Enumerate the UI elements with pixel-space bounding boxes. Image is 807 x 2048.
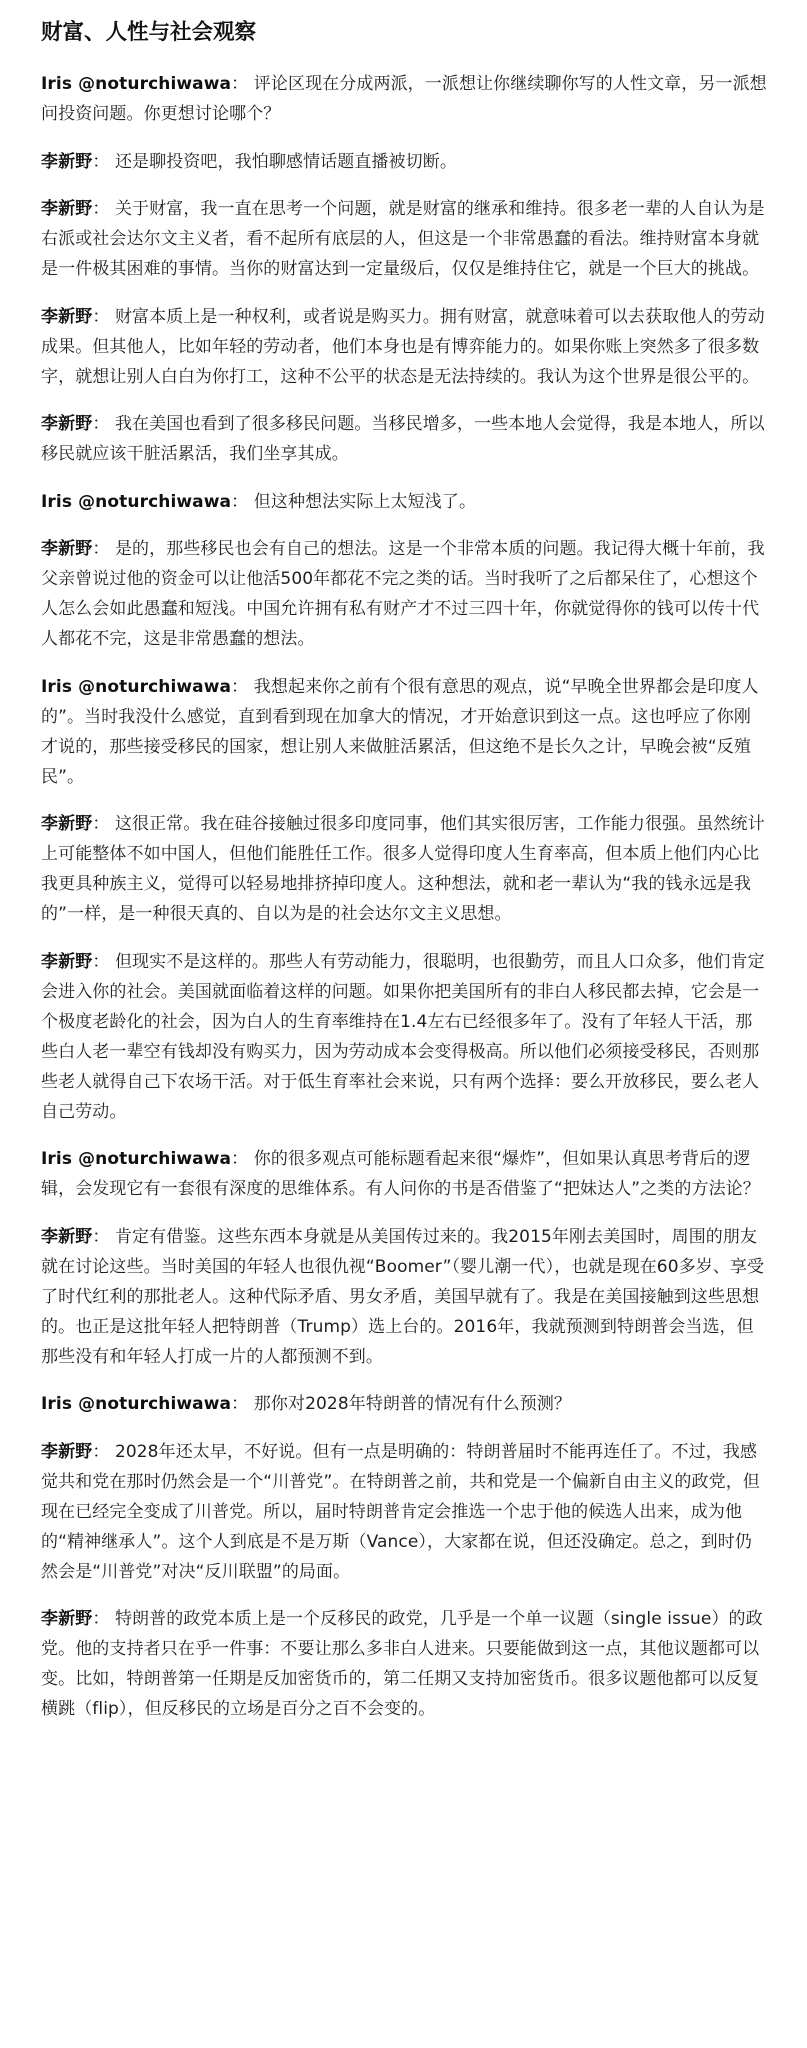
paragraph-text: 肯定有借鉴。这些东西本身就是从美国传过来的。我2015年刚去美国时，周围的朋友就在讨论这些。当时美国的年轻人也很仇视“Boomer”（婴儿潮一代），也就是现在60多岁、享受了时代红利的那批老人。这种代际矛盾、男女矛盾，美国早就有了。我是在美国接触到这些思想的。也正是这批年轻人把特朗普（Trump）选上台的。2016年，我就预测到特朗普会当选，但那些没有和年轻人打成一片的人都预测不到。 <box>41 1226 765 1367</box>
paragraph-text: 评论区现在分成两派，一派想让你继续聊你写的人性文章，另一派想问投资问题。你更想讨论哪个？ <box>41 74 767 125</box>
transcript-paragraph <box>41 947 767 1127</box>
speaker-name: 李新野 <box>41 199 93 220</box>
paragraph-text: 我在美国也看到了很多移民问题。当移民增多，一些本地人会觉得，我是本地人，所以移民就应该干脏活累活，我们坐享其成。 <box>41 414 765 465</box>
speaker-separator: ： <box>92 199 110 220</box>
speaker-separator: ： <box>92 951 110 972</box>
speaker-separator: ： <box>92 1226 110 1247</box>
speaker-name: 李新野 <box>41 306 93 327</box>
speaker-separator: ： <box>231 74 249 95</box>
speaker-separator: ： <box>231 1149 249 1170</box>
paragraph-text: 但现实不是这样的。那些人有劳动能力，很聪明，也很勤劳，而且人口众多，他们肯定会进入你的社会。美国就面临着这样的问题。如果你把美国所有的非白人移民都去掉，它会是一个极度老龄化的社会，因为白人的生育率维持在1.4左右已经很多年了。没有了年轻人干活，那些白人老一辈空有钱却没有购买力，因为劳动成本会变得极高。所以他们必须接受移民，否则那些老人就得自己下农场干活。对于低生育率社会来说，只有两个选择：要么开放移民，要么老人自己劳动。 <box>41 951 765 1122</box>
paragraph-text: 那你对2028年特朗普的情况有什么预测？ <box>253 1394 572 1415</box>
paragraph-text: 你的很多观点可能标题看起来很“爆炸”，但如果认真思考背后的逻辑，会发现它有一套很有深度的思维体系。有人问你的书是否借鉴了“把妹达人”之类的方法论？ <box>41 1149 760 1200</box>
paragraph-text: 我想起来你之前有个很有意思的观点，说“早晚全世界都会是印度人的”。当时我没什么感觉，直到看到现在加拿大的情况，才开始意识到这一点。这也呼应了你刚才说的，那些接受移民的国家，想让别人来做脏活累活，但这绝不是长久之计，早晚会被“反殖民”。 <box>41 676 759 787</box>
speaker-name: Iris @noturchiwawa <box>41 1149 232 1170</box>
speaker-name: 李新野 <box>41 951 93 972</box>
paragraph-text: 2028年还太早，不好说。但有一点是明确的：特朗普届时不能再连任了。不过，我感觉共和党在那时仍然会是一个“川普党”。在特朗普之前，共和党是一个偏新自由主义的政党，但现在已经完全变成了川普党。所以，届时特朗普肯定会推选一个忠于他的候选人出来，成为他的“精神继承人”。这个人到底是不是万斯（Vance），大家都在说，但还没确定。总之，到时仍然会是“川普党”对决“反川联盟”的局面。 <box>41 1441 760 1582</box>
speaker-separator: ： <box>231 676 249 697</box>
paragraph-text: 关于财富，我一直在思考一个问题，就是财富的继承和维持。很多老一辈的人自认为是右派或社会达尔文主义者，看不起所有底层的人，但这是一个非常愚蠢的看法。维持财富本身就是一件极其困难的事情。当你的财富达到一定量级后，仅仅是维持住它，就是一个巨大的挑战。 <box>41 199 765 280</box>
transcript-paragraph <box>41 1144 767 1204</box>
speaker-name: Iris @noturchiwawa <box>41 74 232 95</box>
speaker-name: 李新野 <box>41 151 93 172</box>
transcript-paragraph <box>41 672 767 792</box>
transcript-paragraph <box>41 487 767 517</box>
speaker-separator: ： <box>231 491 249 512</box>
paragraph-text: 是的，那些移民也会有自己的想法。这是一个非常本质的问题。我记得大概十年前，我父亲曾说过他的资金可以让他活500年都花不完之类的话。当时我听了之后都呆住了，心想这个人怎么会如此愚蠢和短浅。中国允许拥有私有财产才不过三四十年，你就觉得你的钱可以传十代人都花不完，这是非常愚蠢的想法。 <box>41 539 765 650</box>
speaker-separator: ： <box>231 1394 249 1415</box>
speaker-name: 李新野 <box>41 539 93 560</box>
transcript-paragraph <box>41 1389 767 1419</box>
transcript-paragraph <box>41 302 767 392</box>
speaker-separator: ： <box>92 1441 110 1462</box>
transcript-paragraph <box>41 1604 767 1724</box>
speaker-separator: ： <box>92 1609 110 1630</box>
transcript-paragraph <box>41 194 767 284</box>
transcript-paragraph <box>41 409 767 469</box>
speaker-name: Iris @noturchiwawa <box>41 1394 232 1415</box>
paragraph-text: 这很正常。我在硅谷接触过很多印度同事，他们其实很厉害，工作能力很强。虽然统计上可能整体不如中国人，但他们能胜任工作。很多人觉得印度人生育率高，但本质上他们内心比我更具种族主义，觉得可以轻易地排挤掉印度人。这种想法，就和老一辈认为“我的钱永远是我的”一样，是一种很天真的、自以为是的社会达尔文主义思想。 <box>41 814 765 925</box>
speaker-separator: ： <box>92 306 110 327</box>
transcript-paragraph <box>41 809 767 929</box>
speaker-name: 李新野 <box>41 1226 93 1247</box>
paragraph-text: 还是聊投资吧，我怕聊感情话题直播被切断。 <box>114 151 457 172</box>
speaker-name: 李新野 <box>41 814 93 835</box>
transcript-body <box>41 69 767 1724</box>
transcript-paragraph <box>41 534 767 654</box>
speaker-separator: ： <box>92 814 110 835</box>
speaker-name: 李新野 <box>41 1609 93 1630</box>
paragraph-text: 财富本质上是一种权利，或者说是购买力。拥有财富，就意味着可以去获取他人的劳动成果。但其他人，比如年轻的劳动者，他们本身也是有博弈能力的。如果你账上突然多了很多数字，就想让别人白白为你打工，这种不公平的状态是无法持续的。我认为这个世界是很公平的。 <box>41 306 765 387</box>
speaker-name: 李新野 <box>41 1441 93 1462</box>
transcript-paragraph <box>41 1437 767 1587</box>
speaker-separator: ： <box>92 151 110 172</box>
transcript-paragraph <box>41 69 767 129</box>
paragraph-text: 但这种想法实际上太短浅了。 <box>253 491 477 512</box>
speaker-name: Iris @noturchiwawa <box>41 491 232 512</box>
speaker-name: Iris @noturchiwawa <box>41 676 232 697</box>
transcript-paragraph <box>41 1222 767 1372</box>
speaker-separator: ： <box>92 414 110 435</box>
paragraph-text: 特朗普的政党本质上是一个反移民的政党，几乎是一个单一议题（single issue）的政党。他的支持者只在乎一件事：不要让那么多非白人进来。只要能做到这一点，其他议题都可以变。比如，特朗普第一任期是反加密货币的，第二任期又支持加密货币。很多议题他都可以反复横跳（flip），但反移民的立场是百分之百不会变的。 <box>41 1609 763 1720</box>
speaker-separator: ： <box>92 539 110 560</box>
article-title: 财富、人性与社会观察 <box>41 20 257 45</box>
transcript-paragraph <box>41 147 767 177</box>
speaker-name: 李新野 <box>41 414 93 435</box>
